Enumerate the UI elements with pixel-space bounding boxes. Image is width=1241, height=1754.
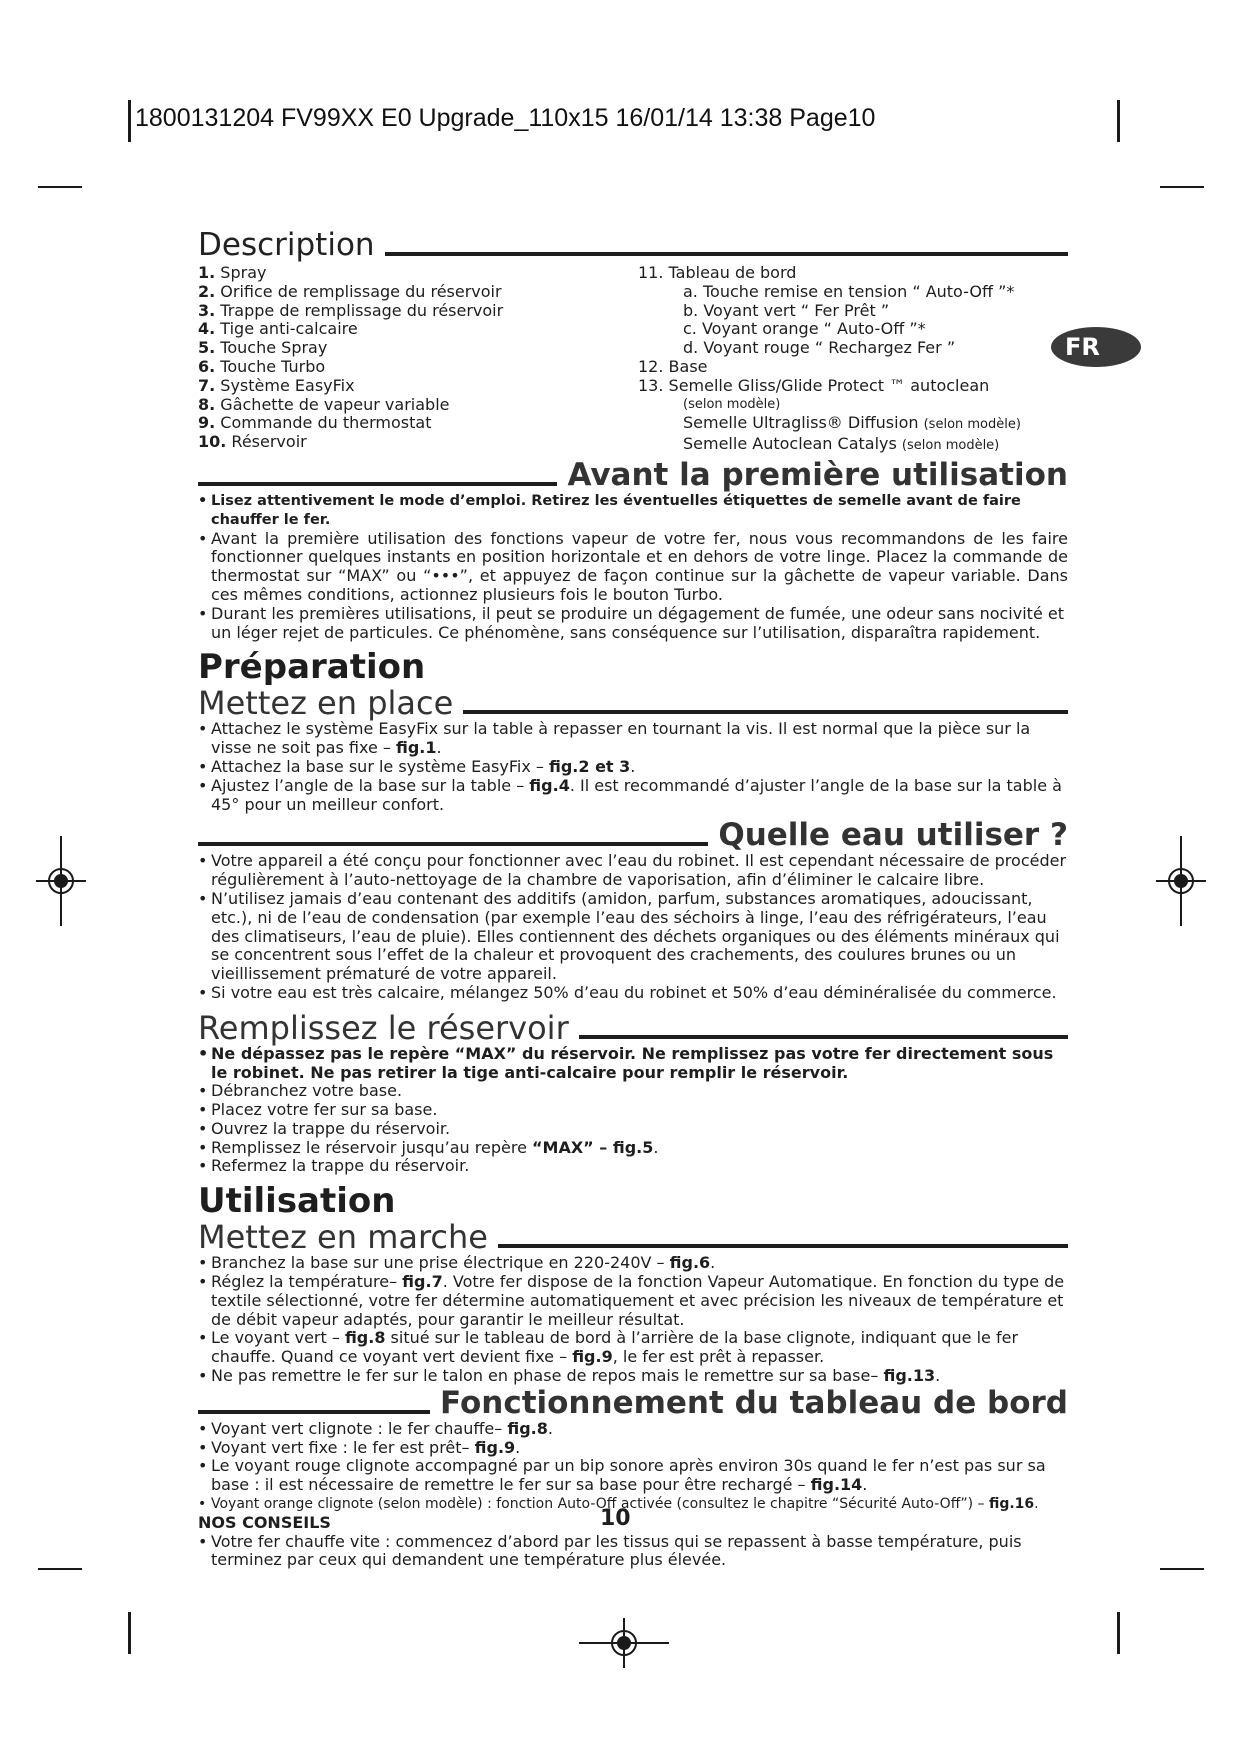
registration-mark-left (36, 836, 86, 926)
crop-mark (1117, 1612, 1120, 1654)
list-item: • Attachez la base sur le système EasyFix – fig.2 et 3. (198, 758, 1068, 777)
part-item: 13. Semelle Gliss/Glide Protect ™ autoclean (638, 375, 990, 395)
part-subitem: a. Touche remise en tension “ Auto-Off ”* (683, 281, 1015, 301)
list-item: • Ne dépassez pas le repère “MAX” du réservoir. Ne remplissez pas votre fer directement sous le robinet. Ne pas retirer la tige anti-calcaire pour remplir le réservoir. (198, 1045, 1068, 1083)
print-slug-header: 1800131204 FV99XX E0 Upgrade_110x15 16/01/14 13:38 Page10 (135, 104, 876, 132)
part-item: 9. Commande du thermostat (198, 413, 432, 433)
mettez-en-marche-heading: Mettez en marche (198, 1220, 1068, 1254)
section-title-utilisation: Utilisation (198, 1181, 396, 1222)
avant-heading: Avant la première utilisation (198, 458, 1068, 492)
tableau-heading: Fonctionnement du tableau de bord (198, 1386, 1068, 1420)
page-number: 10 (600, 1506, 631, 1531)
list-item: • Ouvrez la trappe du réservoir. (198, 1120, 1068, 1139)
list-item: • Attachez le système EasyFix sur la table à repasser en tournant la vis. Il est normal que la pièce sur la visse ne soit pas fixe – fig.1. (198, 720, 1068, 758)
registration-mark-bottom (579, 1618, 669, 1668)
eau-list (198, 852, 1068, 1002)
part-item: 8. Gâchette de vapeur variable (198, 394, 450, 414)
conseils-list (198, 1533, 1068, 1571)
part-item: 1. Spray (198, 263, 267, 282)
list-item: • Lisez attentivement le mode d’emploi. Retirez les éventuelles étiquettes de semelle avant de faire chauffer le fer. (198, 492, 1068, 530)
part-item: 4. Tige anti-calcaire (198, 319, 358, 339)
list-item: • Le voyant vert – fig.8 situé sur le tableau de bord à l’arrière de la base clignote, indiquant que le fer chauffe. Quand ce voyant vert devient fixe – fig.9, le fer est prêt à repasser. (198, 1329, 1068, 1367)
part-item: 12. Base (638, 356, 708, 376)
model-note: (selon modèle) (683, 396, 781, 412)
crop-mark (1160, 1568, 1204, 1570)
part-subitem: b. Voyant vert “ Fer Prêt ” (683, 300, 890, 320)
part-item: 11. Tableau de bord (638, 263, 797, 282)
list-item: • N’utilisez jamais d’eau contenant des additifs (amidon, parfum, substances aromatiques, adoucissant, etc.), ni de l’eau de condensation (par exemple l’eau des séchoirs à linge, l’eau des réfrigérateurs, l’eau des climatiseurs, l’eau de pluie). Elles contiennent des déchets organiques ou des éléments minéraux qui se concentrent sous l’effet de la chaleur et provoquent des crachements, des coulures brunes ou un vieillissement prématuré de votre appareil. (198, 890, 1068, 984)
list-item: • Voyant vert clignote : le fer chauffe– fig.8. (198, 1420, 1068, 1439)
section-title-preparation: Préparation (198, 647, 426, 688)
page-content (198, 228, 1068, 1570)
mettez-en-place-heading: Mettez en place (198, 686, 1068, 720)
part-item: 5. Touche Spray (198, 338, 328, 358)
crop-mark (1160, 186, 1204, 188)
tableau-list (198, 1420, 1068, 1514)
list-item: • Voyant vert fixe : le fer est prêt– fig.9. (198, 1439, 1068, 1458)
crop-mark (38, 1568, 82, 1570)
part-item: 2. Orifice de remplissage du réservoir (198, 281, 502, 301)
list-item: • Débranchez votre base. (198, 1082, 1068, 1101)
list-item: • Votre appareil a été conçu pour fonctionner avec l’eau du robinet. Il est cependant nécessaire de procéder régulièrement à l’auto-nettoyage de la chambre de vaporisation, afin d’éliminer le calcaire libre. (198, 852, 1068, 890)
part-subitem: Semelle Autoclean Catalys (selon modèle) (683, 434, 1000, 454)
list-item: • Si votre eau est très calcaire, mélangez 50% d’eau du robinet et 50% d’eau déminéralisée du commerce. (198, 984, 1068, 1003)
reservoir-list (198, 1045, 1068, 1177)
part-subitem: d. Voyant rouge “ Rechargez Fer ” (683, 338, 956, 358)
crop-mark (38, 186, 82, 188)
part-item: 3. Trappe de remplissage du réservoir (198, 300, 504, 320)
list-item: • Voyant orange clignote (selon modèle) : fonction Auto-Off activée (consultez le chapitre “Sécurité Auto-Off”) – fig.16. (198, 1495, 1068, 1514)
avant-list (198, 492, 1068, 642)
part-item: 7. Système EasyFix (198, 375, 355, 395)
list-item: • Placez votre fer sur sa base. (198, 1101, 1068, 1120)
description-heading: Description (198, 228, 1068, 262)
list-item: • Durant les premières utilisations, il peut se produire un dégagement de fumée, une odeur sans nocivité et un léger rejet de particules. Ce phénomène, sans conséquence sur l’utilisation, disparaîtra rapidement. (198, 605, 1068, 643)
list-item: • Ajustez l’angle de la base sur la table – fig.4. Il est recommandé d’ajuster l’angle de la base sur la table à 45° pour un meilleur confort. (198, 777, 1068, 815)
language-tab-fr: FR (1051, 327, 1141, 367)
reservoir-heading: Remplissez le réservoir (198, 1011, 1068, 1045)
eau-heading: Quelle eau utiliser ? (198, 818, 1068, 852)
crop-mark (128, 1612, 131, 1654)
description-right-column (638, 264, 1068, 456)
list-item: • Branchez la base sur une prise électrique en 220-240V – fig.6. (198, 1254, 1068, 1273)
part-item: 6. Touche Turbo (198, 356, 326, 376)
list-item: • Refermez la trappe du réservoir. (198, 1157, 1068, 1176)
conseils-heading: NOS CONSEILS (198, 1512, 331, 1532)
list-item: • Le voyant rouge clignote accompagné par un bip sonore après environ 30s quand le fer n’est pas sur sa base : il est nécessaire de remettre le fer sur sa base pour être rechargé – fig.14. (198, 1457, 1068, 1495)
place-list (198, 720, 1068, 814)
crop-mark (128, 100, 131, 142)
list-item: • Remplissez le réservoir jusqu’au repère “MAX” – fig.5. (198, 1139, 1068, 1158)
list-item: • Ne pas remettre le fer sur le talon en phase de repos mais le remettre sur sa base– fig.13. (198, 1367, 1068, 1386)
crop-mark (1117, 100, 1120, 142)
list-item: • Votre fer chauffe vite : commencez d’abord par les tissus qui se repassent à basse température, puis terminez par ceux qui demandent une température plus élevée. (198, 1533, 1068, 1571)
description-list (198, 264, 1068, 456)
list-item: • Réglez la température– fig.7. Votre fer dispose de la fonction Vapeur Automatique. En fonction du type de textile sélectionné, votre fer détermine automatiquement et avec précision les niveaux de température et de débit vapeur adaptés, pour garantir le meilleur résultat. (198, 1273, 1068, 1329)
registration-mark-right (1156, 836, 1206, 926)
part-subitem: c. Voyant orange “ Auto-Off ”* (683, 319, 926, 339)
list-item: • Avant la première utilisation des fonctions vapeur de votre fer, nous vous recommandons de les faire fonctionner quelques instants en position horizontale et en dehors de votre linge. Placez la commande de thermostat sur “MAX” ou “•••”, et appuyez de façon continue sur la gâchette de vapeur variable. Dans ces mêmes conditions, actionnez plusieurs fois le bouton Turbo. (198, 530, 1068, 605)
description-left-column (198, 264, 638, 456)
marche-list (198, 1254, 1068, 1386)
part-subitem: Semelle Ultragliss® Diffusion (selon modèle) (683, 413, 1021, 433)
part-item: 10. Réservoir (198, 432, 307, 452)
